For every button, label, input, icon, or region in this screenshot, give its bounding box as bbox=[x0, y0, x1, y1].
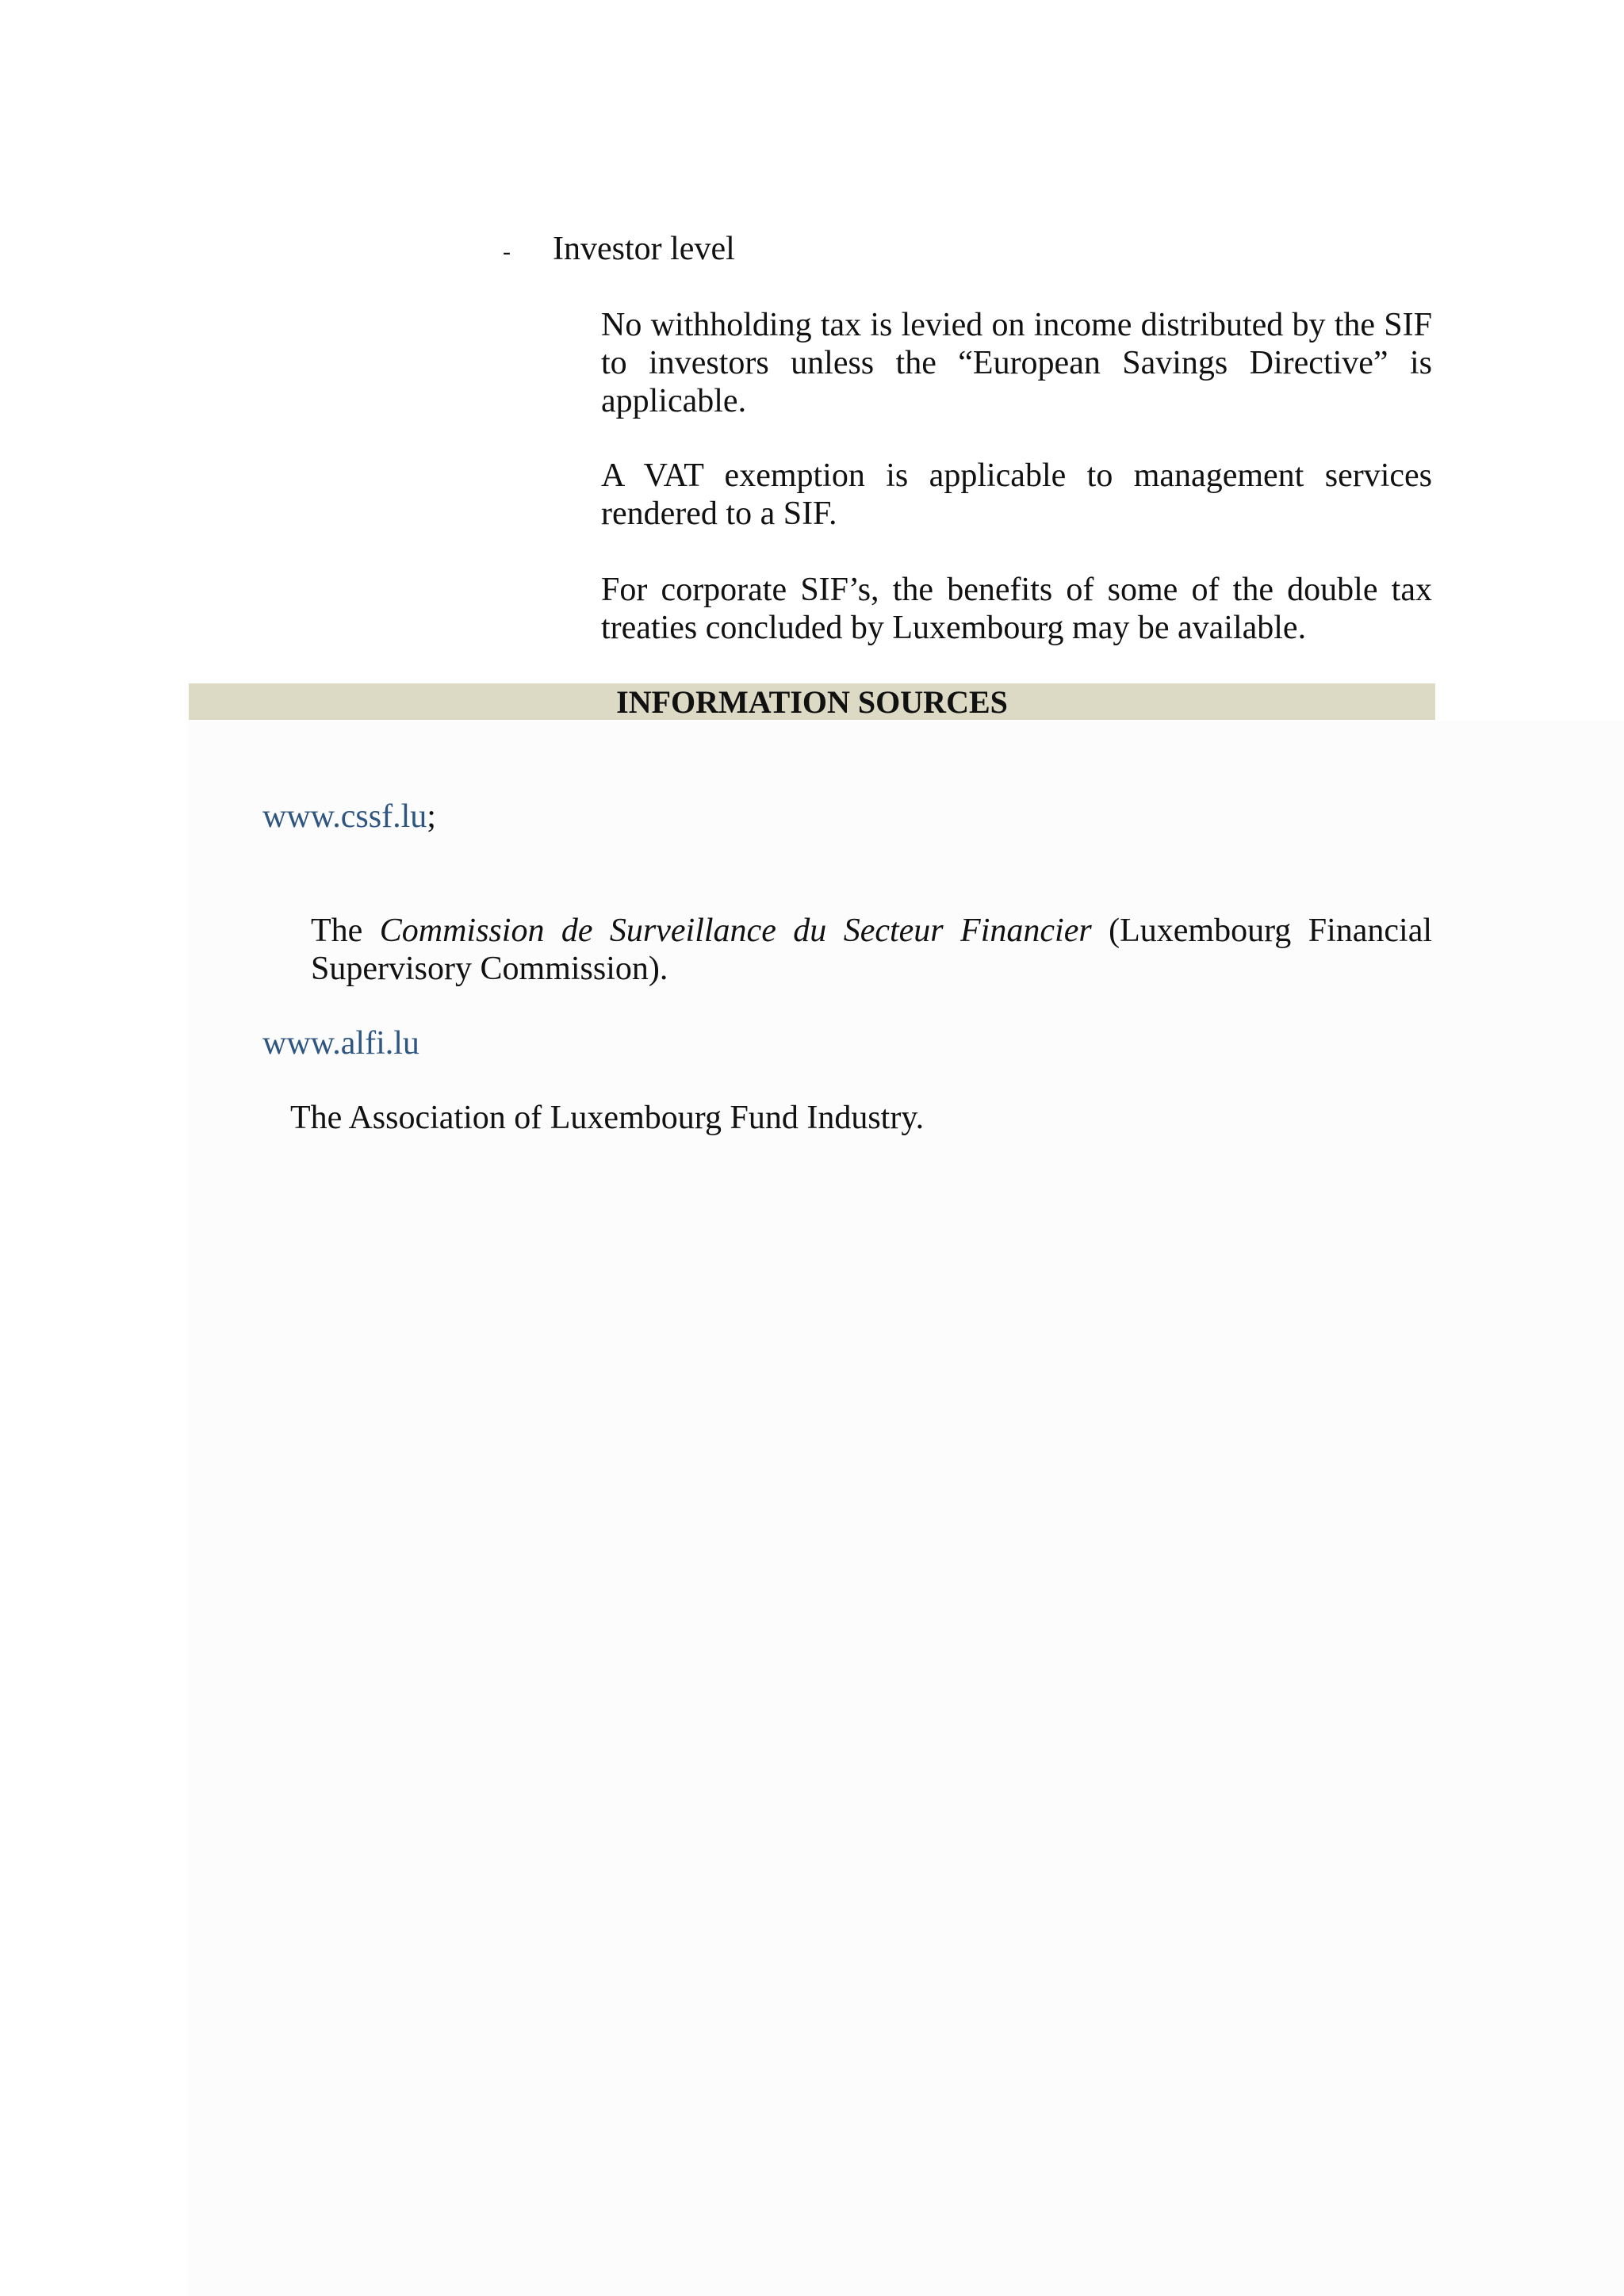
cssf-description bbox=[311, 912, 1432, 988]
withholding-tax-paragraph: No withholding tax is levied on income distributed by the SIF to investors unless the “European Savings Directive” is applicable. bbox=[601, 307, 1432, 419]
alfi-link-line bbox=[262, 1024, 419, 1062]
alfi-description: The Association of Luxembourg Fund Industry. bbox=[290, 1100, 925, 1136]
cssf-desc-prefix: The bbox=[311, 913, 380, 949]
alfi-link[interactable]: www.alfi.lu bbox=[262, 1025, 419, 1062]
double-tax-treaties-paragraph: For corporate SIF’s, the benefits of some of the double tax treaties concluded by Luxembourg may be available. bbox=[601, 572, 1432, 646]
information-sources-heading: INFORMATION SOURCES bbox=[616, 684, 1008, 720]
cssf-link[interactable]: www.cssf.lu bbox=[262, 798, 427, 835]
cssf-link-semicolon: ; bbox=[427, 798, 436, 835]
vat-exemption-paragraph: A VAT exemption is applicable to management services rendered to a SIF. bbox=[601, 457, 1432, 532]
bullet-dash: - bbox=[503, 239, 511, 265]
cssf-desc-italic-name: Commission de Surveillance du Secteur Financier bbox=[379, 913, 1092, 949]
investor-level-heading: Investor level bbox=[553, 231, 735, 267]
cssf-link-line bbox=[262, 798, 436, 836]
cssf-desc-suffix: (Luxembourg Financial Supervisory Commission). bbox=[311, 913, 1433, 987]
